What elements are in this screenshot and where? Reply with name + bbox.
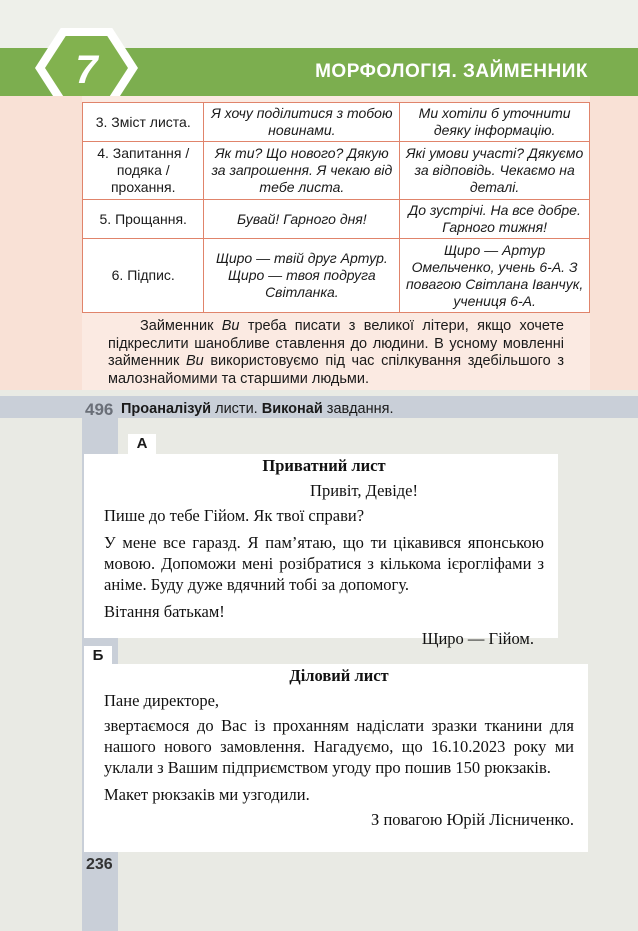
letter-b-label: Б xyxy=(84,646,112,666)
task-text: завдання. xyxy=(322,401,394,417)
table-cell-example-private: Щиро — твій друг Артур. Щиро — твоя подруга Світланка. xyxy=(204,239,400,313)
table-cell-example-business: До зустрічі. На все добре. Гарного тижня! xyxy=(400,200,590,239)
task-verb: Проаналізуй xyxy=(121,401,212,417)
table-cell-part: 5. Прощання. xyxy=(83,200,204,239)
exercise-task xyxy=(121,401,393,417)
letter-paragraph: звертаємося до Вас із проханням надіслати зразки тканини для нашого нового замовлення. Нагадуємо, що 16.10.2023 року ми уклали з Вашим підприємством угоду про пошив 150 рюкзаків. xyxy=(104,716,574,777)
note-pronoun: Ви xyxy=(221,318,240,334)
letter-signature: Щиро — Гійом. xyxy=(421,629,534,648)
letter-paragraph: Вітання батькам! xyxy=(104,602,225,621)
table-cell-part: 3. Зміст листа. xyxy=(83,103,204,142)
task-text: листи. xyxy=(211,401,262,417)
table-row xyxy=(83,239,590,313)
private-letter xyxy=(84,454,558,648)
chapter-number: 7 xyxy=(75,48,98,92)
letter-signature: З повагою Юрій Лісниченко. xyxy=(371,810,574,829)
letter-greeting: Привіт, Девіде! xyxy=(310,481,418,500)
table-row xyxy=(83,142,590,200)
table-cell-example-business: Які умови участі? Дякуємо за відповідь. Чекаємо на деталі. xyxy=(400,142,590,200)
letter-paragraph: Макет рюкзаків ми узгодили. xyxy=(104,785,310,804)
letter-a-label: А xyxy=(128,434,156,454)
table-cell-example-private: Я хочу поділитися з тобою новинами. xyxy=(204,103,400,142)
letter-title: Діловий лист xyxy=(289,666,389,685)
task-verb: Виконай xyxy=(261,401,323,417)
table-row xyxy=(83,200,590,239)
letter-paragraph: У мене все гаразд. Я пам’ятаю, що ти цікавився японською мовою. Допоможи мені розібратися з кількома ієрогліфами з аніме. Буду дуже вдячний тобі за допомогу. xyxy=(104,533,544,594)
table-cell-example-private: Як ти? Що нового? Дякую за запрошення. Я чекаю від тебе листа. xyxy=(204,142,400,200)
table-cell-part: 6. Підпис. xyxy=(83,239,204,313)
table-row xyxy=(83,103,590,142)
note-text: використовуємо під час спілкування здебільшого з малознайомими та старшими людьми. xyxy=(108,353,564,387)
note-text: треба писати з великої літери, якщо хочете підкреслити шанобливе ставлення до людини. В усному мовленні займенник xyxy=(108,318,564,369)
table-cell-example-private: Бувай! Гарного дня! xyxy=(204,200,400,239)
rule-note xyxy=(108,318,564,388)
note-text: Займенник xyxy=(140,318,222,334)
chapter-title: МОРФОЛОГІЯ. ЗАЙМЕННИК xyxy=(315,61,588,82)
page-number: 236 xyxy=(86,856,113,873)
note-pronoun: Ви xyxy=(185,353,204,369)
table-cell-part: 4. Запитання / подяка / прохання. xyxy=(83,142,204,200)
table-cell-example-business: Ми хотіли б уточнити деяку інформацію. xyxy=(400,103,590,142)
exercise-number: 496 xyxy=(85,400,114,419)
letter-greeting: Пане директоре, xyxy=(104,691,220,710)
letter-paragraph: Пише до тебе Гійом. Як твої справи? xyxy=(104,506,365,525)
business-letter xyxy=(84,664,588,852)
letter-title: Приватний лист xyxy=(262,456,386,475)
letter-structure-table xyxy=(82,102,590,313)
table-cell-example-business: Щиро — Артур Омельченко, учень 6-А. З повагою Світлана Іванчук, учениця 6-А. xyxy=(400,239,590,313)
